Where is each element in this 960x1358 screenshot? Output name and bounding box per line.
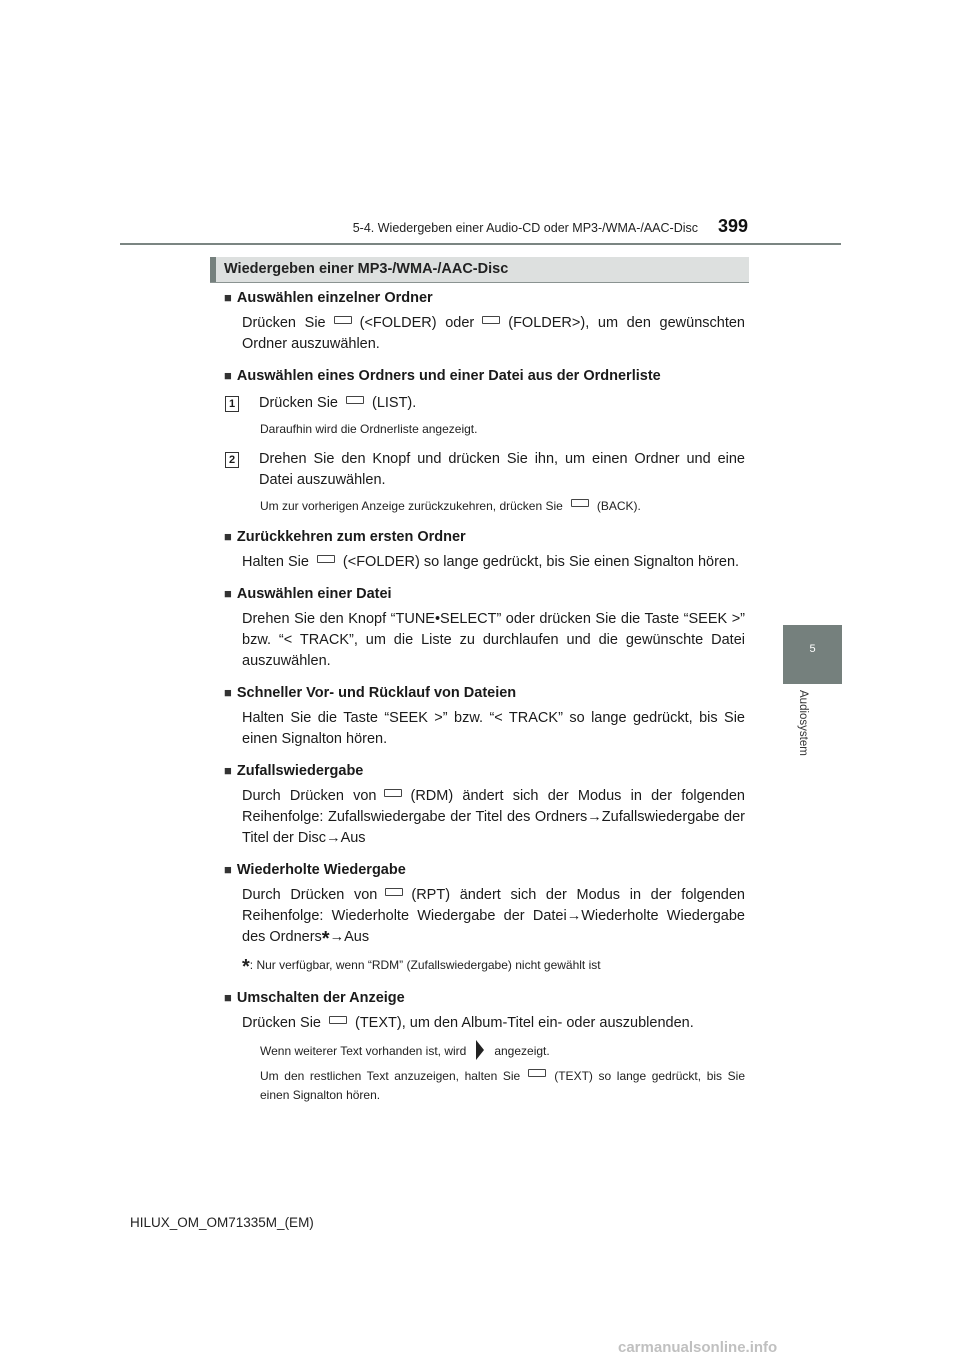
button-icon	[528, 1069, 546, 1077]
paragraph-random: Durch Drücken von (RDM) ändert sich der Modus in der folgenden Reihenfolge: Zufallswiedergabe der Titel des Ordners→Zufallswiedergabe der Titel der Disc→Aus	[242, 788, 745, 846]
chapter-header: 5-4. Wiedergeben einer Audio-CD oder MP3-/WMA-/AAC-Disc	[352, 221, 698, 235]
heading-folder-list: ■ Auswählen eines Ordners und einer Datei aus der Ordnerliste	[224, 368, 661, 384]
heading-random: ■ Zufallswiedergabe	[224, 763, 364, 779]
button-icon	[482, 316, 500, 324]
document-id: HILUX_OM_OM71335M_(EM)	[130, 1215, 314, 1230]
heading-fast-forward: ■ Schneller Vor- und Rücklauf von Dateien	[224, 685, 517, 701]
square-bullet-icon: ■	[224, 862, 232, 877]
heading-file-select: ■ Auswählen einer Datei	[224, 586, 392, 602]
step-2: 2 Drehen Sie den Knopf und drücken Sie ihn, um einen Ordner und eine Datei auszuwählen.	[242, 449, 745, 491]
more-text-arrow-icon	[476, 1040, 484, 1060]
square-bullet-icon: ■	[224, 763, 232, 778]
heading-first-folder: ■ Zurückkehren zum ersten Ordner	[224, 529, 466, 545]
asterisk-mark: *	[242, 956, 250, 978]
step-number-badge: 2	[225, 452, 239, 468]
paragraph-display: Drücken Sie (TEXT), um den Album-Titel ein- oder auszublenden.	[242, 1015, 694, 1031]
paragraph-folder-select: Drücken Sie (<FOLDER) oder (FOLDER>), um den gewünschten Ordner auszuwählen.	[242, 315, 745, 352]
square-bullet-icon: ■	[224, 290, 232, 305]
square-bullet-icon: ■	[224, 368, 232, 383]
arrow-icon: →	[329, 929, 345, 945]
button-icon	[334, 316, 352, 324]
footnote: *: Nur verfügbar, wenn “RDM” (Zufallswiedergabe) nicht gewählt ist	[242, 956, 601, 978]
arrow-icon: →	[326, 830, 341, 846]
note-step-1: Daraufhin wird die Ordnerliste angezeigt.	[260, 422, 478, 436]
paragraph-repeat: Durch Drücken von (RPT) ändert sich der Modus in der folgenden Reihenfolge: Wiederholte Wiedergabe der Datei→Wiederholte Wiedergabe des Ordners*→Aus	[242, 887, 745, 950]
chapter-tab: 5	[783, 625, 842, 684]
paragraph-fast-forward: Halten Sie die Taste “SEEK >” bzw. “< TRACK” so lange gedrückt, bis Sie einen Signalton hören.	[242, 710, 745, 747]
button-icon	[346, 396, 364, 404]
button-icon	[384, 789, 402, 797]
step-1: 1 Drücken Sie (LIST).	[242, 393, 745, 414]
section-title-bar	[210, 257, 749, 283]
button-icon	[571, 499, 589, 507]
arrow-icon: →	[566, 908, 582, 924]
paragraph-file-select: Drehen Sie den Knopf “TUNE•SELECT” oder drücken Sie die Taste “SEEK >” bzw. “< TRACK”, um die Liste zu durchlaufen und die gewünschte Datei auszuwählen.	[242, 611, 745, 669]
heading-display: ■ Umschalten der Anzeige	[224, 990, 405, 1006]
header-divider	[120, 243, 841, 245]
page-content	[224, 287, 745, 1105]
asterisk-mark: *	[321, 928, 330, 950]
button-icon	[385, 888, 403, 896]
square-bullet-icon: ■	[224, 529, 232, 544]
arrow-icon: →	[587, 809, 602, 825]
heading-repeat: ■ Wiederholte Wiedergabe	[224, 862, 406, 878]
square-bullet-icon: ■	[224, 990, 232, 1005]
note-display-1: Wenn weiterer Text vorhanden ist, wird angezeigt.	[260, 1040, 745, 1061]
watermark: carmanualsonline.info	[618, 1339, 778, 1356]
heading-folder-select: ■ Auswählen einzelner Ordner	[224, 290, 433, 306]
section-title: Wiedergeben einer MP3-/WMA-/AAC-Disc	[224, 261, 509, 277]
paragraph-first-folder: Halten Sie (<FOLDER) so lange gedrückt, bis Sie einen Signalton hören.	[242, 554, 740, 570]
button-icon	[329, 1016, 347, 1024]
square-bullet-icon: ■	[224, 685, 232, 700]
square-bullet-icon: ■	[224, 586, 232, 601]
step-number-badge: 1	[225, 396, 239, 412]
chapter-tab-label: Audiosystem	[797, 690, 809, 756]
section-accent	[210, 257, 216, 282]
note-step-2: Um zur vorherigen Anzeige zurückzukehren, drücken Sie (BACK).	[260, 499, 641, 513]
note-display-2: Um den restlichen Text anzuzeigen, halten Sie (TEXT) so lange gedrückt, bis Sie einen Signalton hören.	[260, 1069, 745, 1102]
page-number: 399	[718, 216, 749, 236]
button-icon	[317, 555, 335, 563]
